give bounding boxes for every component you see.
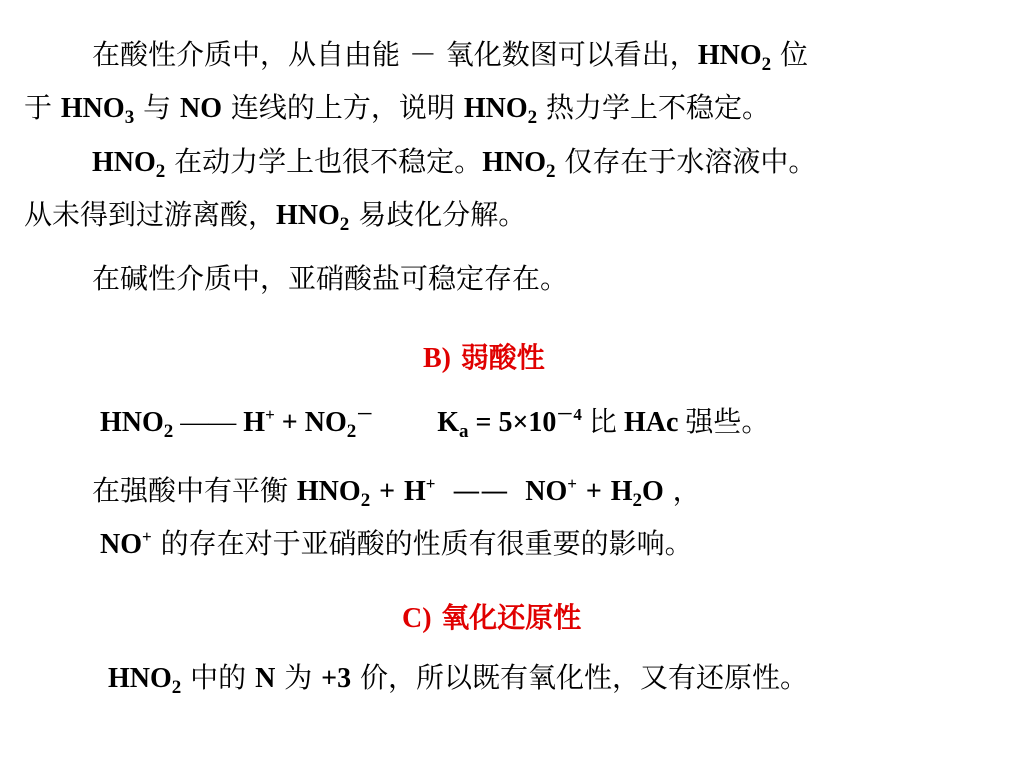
equilibrium-arrow: —— xyxy=(452,474,509,507)
section-b-title: 弱酸性 xyxy=(460,341,545,374)
text: 强些。 xyxy=(678,407,770,438)
text: 在动力学上也很不稳定。 xyxy=(165,145,483,178)
formula-hno2: $HNO_2$ xyxy=(100,407,174,442)
paragraph-1-line-1 xyxy=(92,38,808,73)
paragraph-2-line-1 xyxy=(92,145,816,180)
formula-hno2: $HNO_2$ xyxy=(108,663,182,698)
text: 比 xyxy=(581,407,624,438)
text: 价，所以既有氧化性，又有还原性。 xyxy=(351,661,809,694)
formula-h-plus: H+ xyxy=(243,405,275,438)
text: ， xyxy=(663,474,701,507)
text: 与 xyxy=(134,91,180,124)
text: 连线的上方，说明 xyxy=(222,91,464,124)
text: 从未得到过游离酸， xyxy=(24,198,277,231)
formula-hno2: $HNO_2$ xyxy=(463,93,538,128)
formula-hno2: $HNO_2$ xyxy=(296,476,371,511)
plus-sign: + xyxy=(379,476,396,507)
section-c-title: 氧化还原性 xyxy=(441,601,582,634)
text: 为 xyxy=(275,661,322,694)
formula-no-plus: NO+ xyxy=(525,474,577,507)
symbol-n: N xyxy=(255,663,276,694)
oxidation-state: +3 xyxy=(321,663,352,694)
equilibrium-arrow: —— xyxy=(180,407,237,438)
formula-hno3: $HNO_3$ xyxy=(60,93,135,128)
section-b-label: B) xyxy=(423,343,451,374)
paragraph-3 xyxy=(92,262,568,296)
paragraph-1-line-2 xyxy=(24,91,770,126)
text: 中的 xyxy=(181,661,256,694)
formula-h-plus: H+ xyxy=(403,474,436,507)
plus-sign: + xyxy=(281,407,298,438)
section-c-heading xyxy=(402,601,581,636)
equation-nitrosonium xyxy=(92,474,701,509)
formula-h2o: $H_2O$ xyxy=(610,476,664,511)
text: 在强酸中有平衡 xyxy=(92,474,297,507)
formula-hno2: $HNO_2$ xyxy=(276,200,350,235)
paragraph-4 xyxy=(108,661,808,696)
text: 在碱性介质中，亚硝酸盐可稳定存在。 xyxy=(92,262,569,295)
text: 易歧化分解。 xyxy=(349,198,527,231)
text: 热力学上不稳定。 xyxy=(537,91,770,124)
plus-sign: + xyxy=(585,476,602,507)
ka-symbol: $K_a$ xyxy=(437,407,469,442)
section-b-heading xyxy=(423,341,545,376)
formula-hno2: $HNO_2$ xyxy=(697,40,772,75)
formula-hno2: $HNO_2$ xyxy=(92,147,166,182)
formula-no-plus: NO+ xyxy=(100,527,152,560)
text: 位 xyxy=(771,38,808,71)
formula-no2-minus: $NO_2^-$ xyxy=(304,405,374,442)
formula-no: NO xyxy=(180,93,222,124)
text: 仅存在于水溶液中。 xyxy=(555,145,817,178)
paragraph-2-line-2 xyxy=(24,198,526,233)
ka-value: = $5\times 10^{-4}$ xyxy=(475,405,582,438)
equation-ionization xyxy=(100,406,769,440)
formula-hno2: $HNO_2$ xyxy=(482,147,556,182)
text: 在酸性介质中，从自由能 － 氧化数图可以看出， xyxy=(92,38,698,71)
nitrosonium-note xyxy=(100,527,693,562)
text: 的存在对于亚硝酸的性质有很重要的影响。 xyxy=(151,527,693,560)
formula-hac: HAc xyxy=(623,407,679,438)
text: 于 xyxy=(24,91,61,124)
section-c-label: C) xyxy=(402,603,432,634)
